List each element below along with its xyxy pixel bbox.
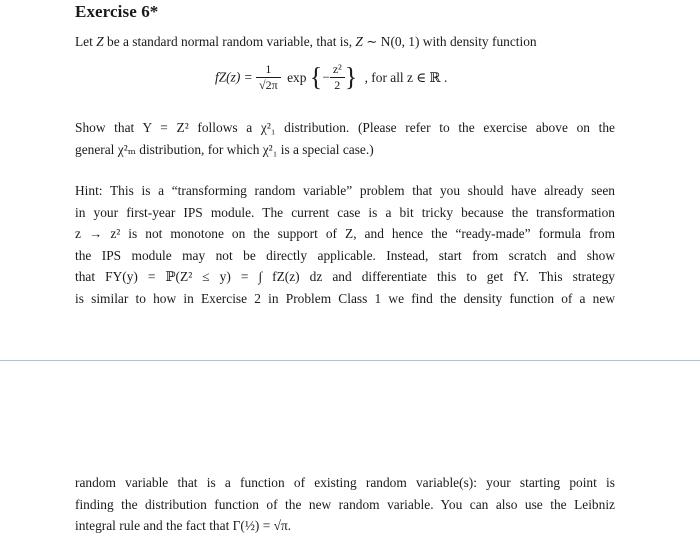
task-paragraph: [75, 117, 615, 160]
hint-line-4: the IPS module may not be directly applicable. Instead, start from scratch and show: [75, 247, 615, 263]
intro-paragraph: [75, 31, 615, 53]
continuation-line-3: integral rule and the fact that Γ(½) = √π.: [75, 518, 292, 534]
hint-line-6: is similar to how in Exercise 2 in Problem Class 1 we find the density function of a new: [75, 290, 615, 306]
continuation-line-1: random variable that is a function of existing random variable(s): your starting point is: [75, 475, 615, 490]
hint-line-5: that FY(y) = ℙ(Z² ≤ y) = ∫ fZ(z) dz and differentiate this to get fY. This strategy: [75, 269, 615, 285]
page-divider: [0, 360, 700, 361]
hint-paragraph: [75, 180, 615, 310]
hint-line-3: z → z² is not monotone on the support of Z, and hence the “ready-made” formula from: [75, 226, 615, 242]
exercise-title: Exercise 6*: [75, 2, 159, 21]
continuation-paragraph: [75, 472, 615, 537]
left-brace: {: [309, 62, 323, 92]
hint-line-2: in your first-year IPS module. The current case is a bit tricky because the transformation: [75, 204, 615, 220]
equation-lhs: fZ(z) =: [215, 69, 253, 85]
hint-line-1: Hint: This is a “transforming random variable” problem that you should have already seen: [75, 183, 615, 198]
task-line-1: Show that Y = Z² follows a χ²₁ distribution. (Please refer to the exercise above on the: [75, 120, 615, 135]
intro-line: Let Z be a standard normal random variable, that is, Z ∼ N(0, 1) with density function: [75, 34, 537, 49]
equation-domain: , for all z ∈ ℝ .: [364, 69, 448, 85]
density-equation: fZ(z) = $\frac{1}{√2\pi}$ exp {− $\frac{\text{z²}}{2}$ } , for all z ∈ ℝ .: [215, 62, 448, 92]
task-line-2: general χ²ₘ distribution, for which χ²₁ is a special case.): [75, 141, 374, 157]
exp-label: exp: [287, 69, 307, 85]
normalizing-fraction: $\frac{1}{√2\pi}$: [256, 62, 281, 93]
continuation-line-2: finding the distribution function of the new random variable. You can also use the Leibniz: [75, 496, 615, 512]
right-brace: }: [344, 62, 358, 92]
exponent-fraction: $\frac{\text{z²}}{2}$: [330, 62, 345, 93]
